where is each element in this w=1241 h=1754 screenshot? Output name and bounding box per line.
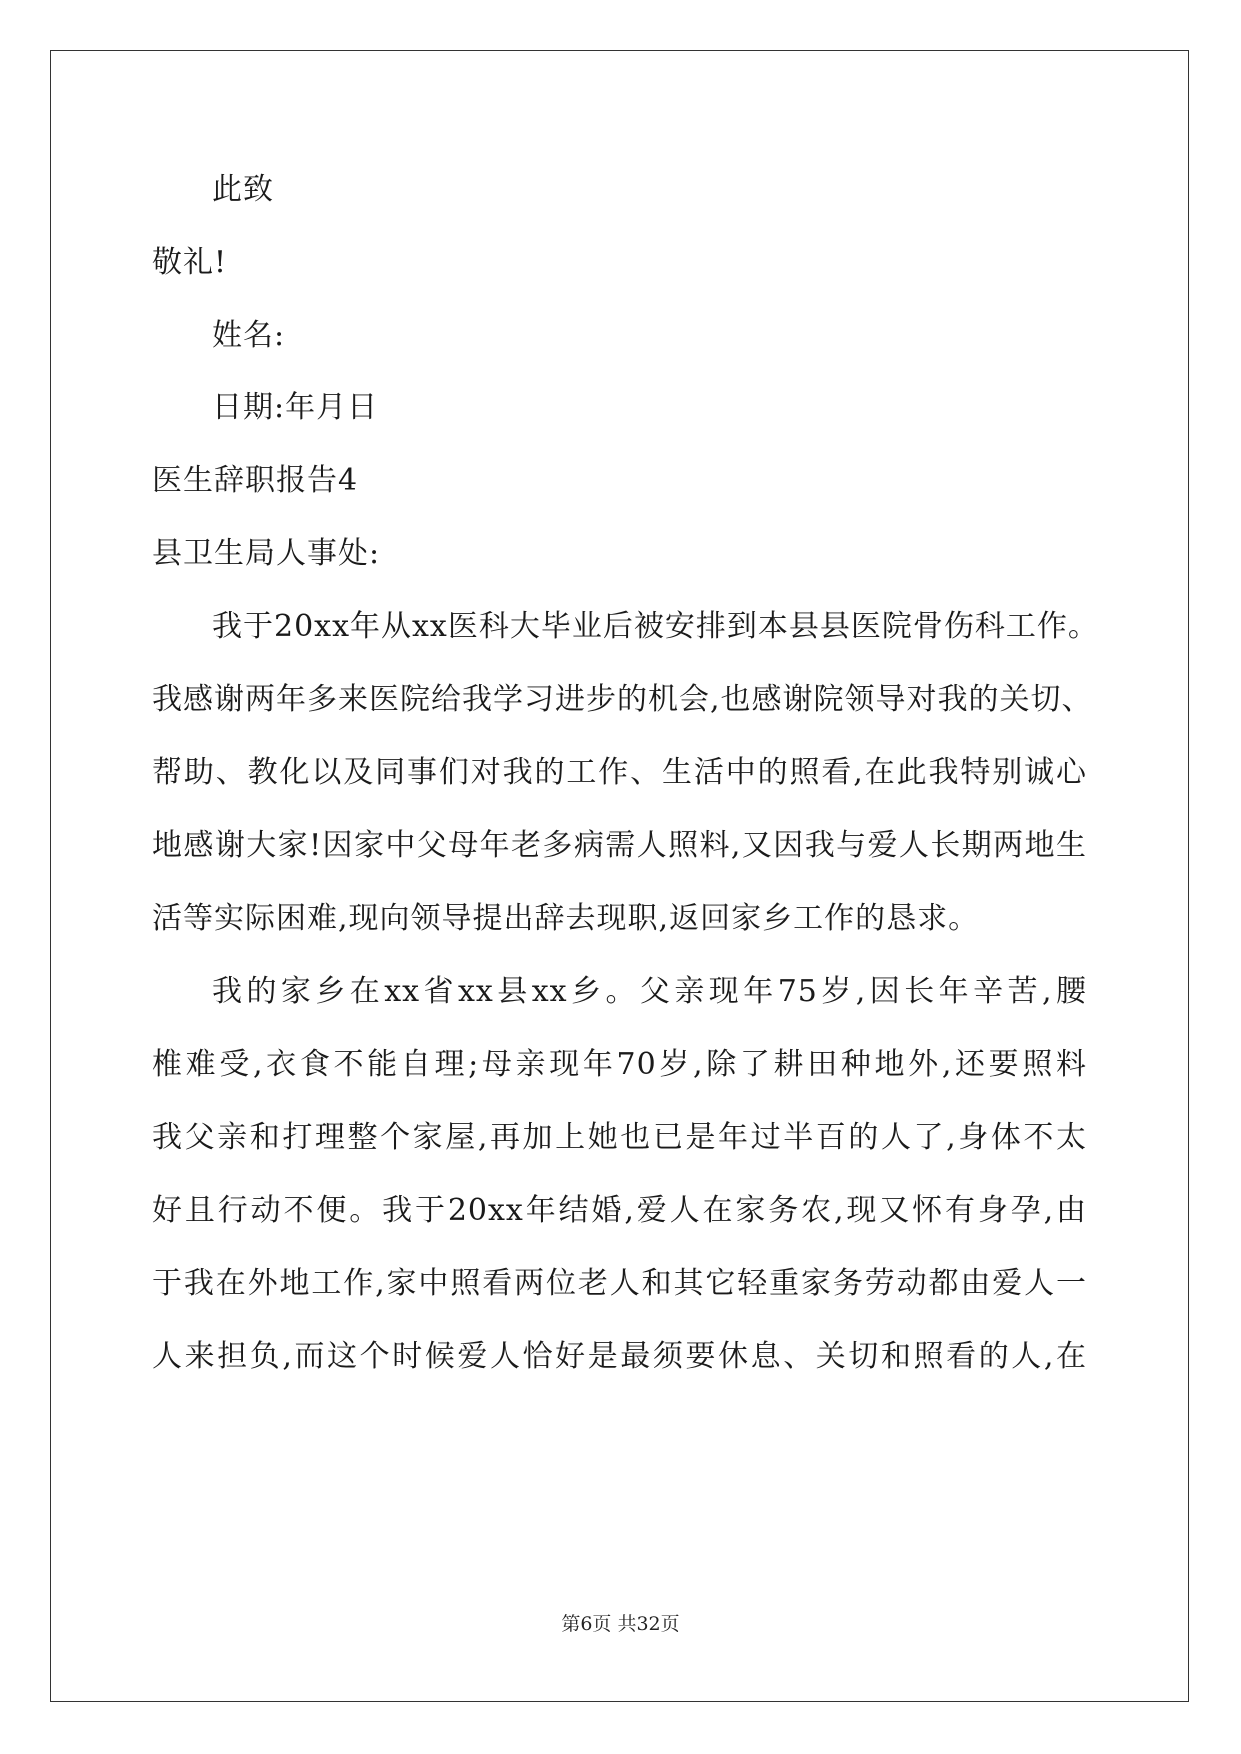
paragraph-line: 好且行动不便。我于20xx年结婚,爱人在家务农,现又怀有身孕,由 bbox=[152, 1193, 1087, 1228]
paragraph-line: 我于20xx年从xx医科大毕业后被安排到本县县医院骨伤科工作。 bbox=[212, 609, 1099, 644]
paragraph-line: 地感谢大家!因家中父母年老多病需人照料,又因我与爱人长期两地生 bbox=[152, 828, 1087, 863]
paragraph-line: 于我在外地工作,家中照看两位老人和其它轻重家务劳动都由爱人一 bbox=[152, 1266, 1087, 1301]
paragraph-line: 我感谢两年多来医院给我学习进步的机会,也感谢院领导对我的关切、 bbox=[152, 682, 1093, 717]
paragraph-line: 活等实际困难,现向领导提出辞去现职,返回家乡工作的恳求。 bbox=[152, 901, 980, 936]
name-field: 姓名: bbox=[212, 318, 286, 353]
page-border bbox=[50, 50, 1189, 1702]
paragraph-line: 我的家乡在xx省xx县xx乡。父亲现年75岁,因长年辛苦,腰 bbox=[212, 974, 1087, 1009]
paragraph-line: 我父亲和打理整个家屋,再加上她也已是年过半百的人了,身体不太 bbox=[152, 1120, 1087, 1155]
paragraph-line: 椎难受,衣食不能自理;母亲现年70岁,除了耕田种地外,还要照料 bbox=[152, 1047, 1087, 1082]
paragraph-line: 帮助、教化以及同事们对我的工作、生活中的照看,在此我特别诚心 bbox=[152, 755, 1087, 790]
page-number-footer: 第6页 共32页 bbox=[561, 1613, 680, 1635]
recipient: 县卫生局人事处: bbox=[152, 536, 381, 571]
date-field: 日期:年月日 bbox=[212, 390, 379, 425]
paragraph-line: 人来担负,而这个时候爱人恰好是最须要休息、关切和照看的人,在 bbox=[152, 1339, 1087, 1374]
section-title: 医生辞职报告4 bbox=[152, 463, 359, 498]
respectful-regards: 敬礼! bbox=[152, 245, 228, 280]
closing-salutation: 此致 bbox=[212, 172, 274, 207]
